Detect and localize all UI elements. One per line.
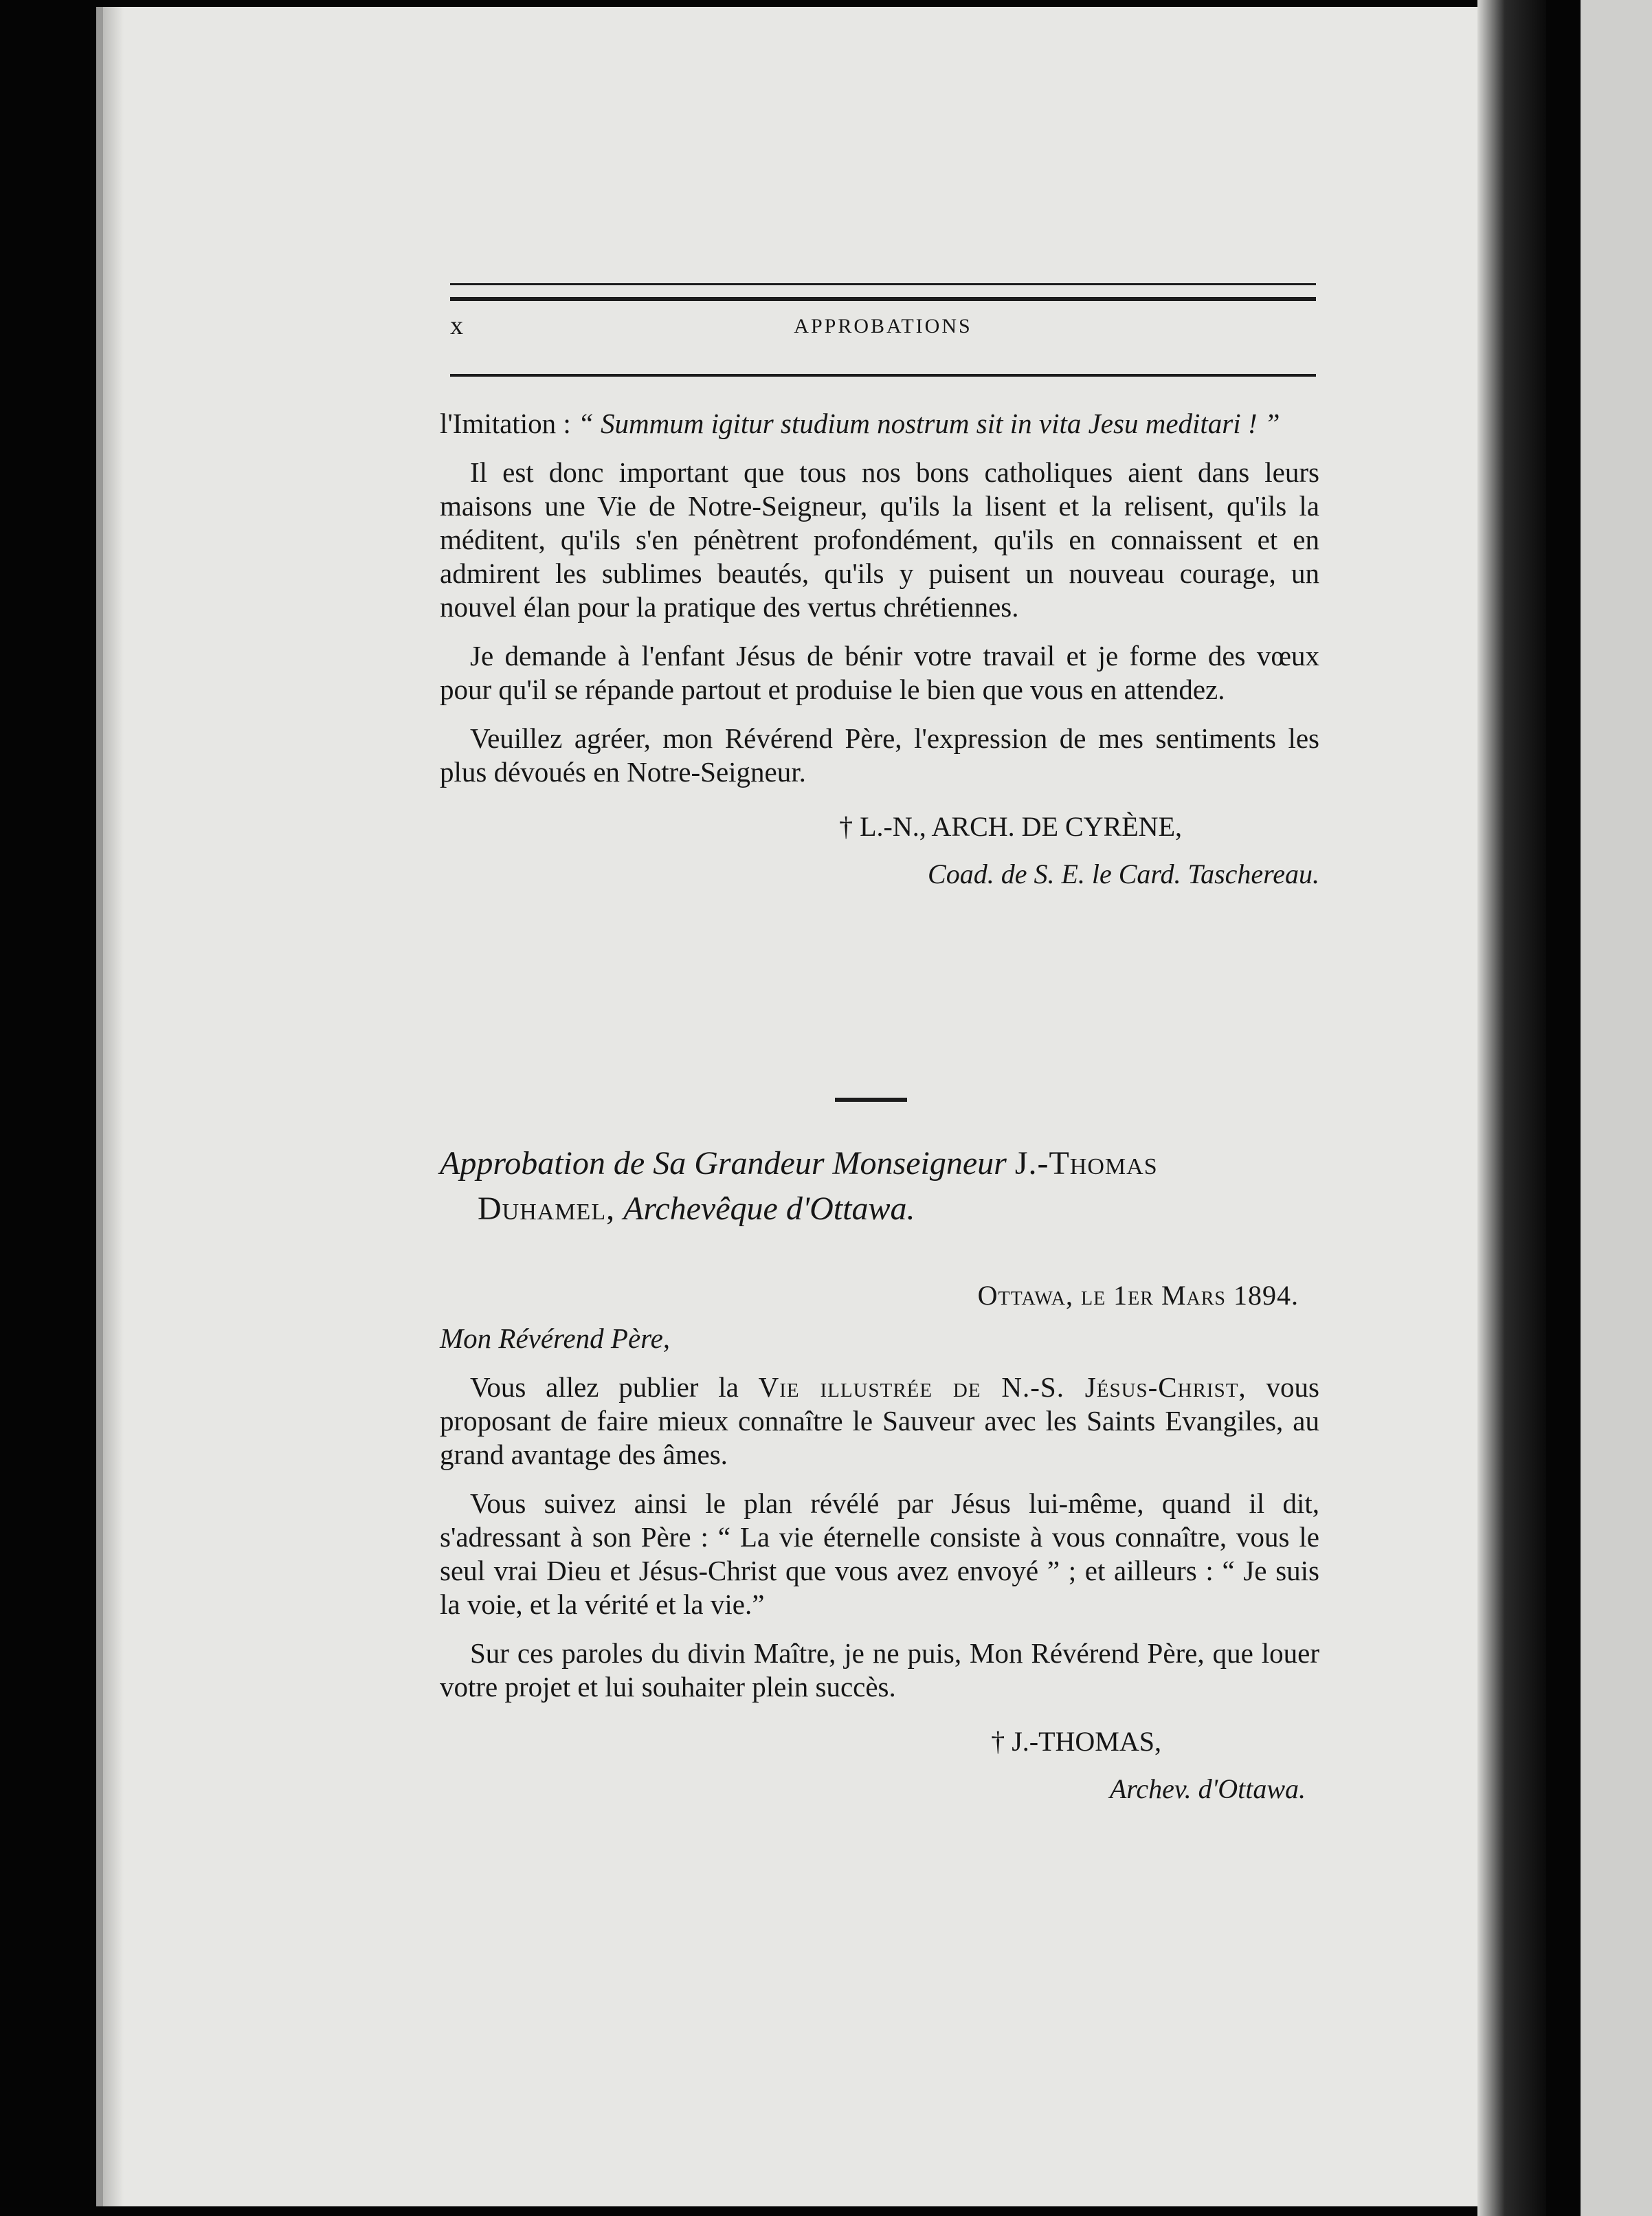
dateline: Ottawa, le 1er Mars 1894. bbox=[977, 1280, 1299, 1311]
heading-line-two bbox=[440, 1186, 1319, 1232]
book-spine bbox=[96, 7, 103, 2206]
running-head bbox=[450, 311, 1316, 352]
letter-one-paragraph-2: Il est donc important que tous nos bons catholiques aient dans leurs maisons une Vie de Notre-Seigneur, qu'ils la lisent et la relisent, qu'ils la méditent, qu'ils s'en pénètrent profondément, qu'ils en connaissent et en admirent les sublimes beautés, qu'ils y puisent un nouveau courage, un nouvel élan pour la pratique des vertus chrétiennes. bbox=[440, 456, 1319, 623]
letter-two bbox=[440, 1278, 1319, 1806]
letter-one-paragraph-1 bbox=[440, 407, 1319, 441]
letter-one bbox=[440, 407, 1319, 891]
header-rule-bottom bbox=[450, 374, 1316, 377]
heading-name-part: J.-Thomas bbox=[1014, 1145, 1158, 1182]
letter-one-signature-title: Coad. de S. E. le Card. Taschereau. bbox=[928, 858, 1319, 889]
letter-one-signature: † L.-N., ARCH. DE CYRÈNE, bbox=[839, 811, 1182, 842]
letter-one-paragraph-4: Veuillez agréer, mon Révérend Père, l'expression de mes sentiments les plus dévoués en Notre-Seigneur. bbox=[440, 722, 1319, 788]
section-divider bbox=[835, 1098, 907, 1102]
letter-two-signature-title: Archev. d'Ottawa. bbox=[1109, 1773, 1306, 1804]
letter-two-paragraph-3: Sur ces paroles du divin Maître, je ne puis, Mon Révérend Père, que louer votre projet et lui souhaiter plein succès. bbox=[440, 1637, 1319, 1703]
heading-italic-part: Approbation de Sa Grandeur Monseigneur bbox=[440, 1145, 1007, 1182]
header-rule-thick bbox=[450, 297, 1316, 301]
gutter-shadow bbox=[103, 7, 124, 2206]
letter-two-paragraph-2: Vous suivez ainsi le plan révélé par Jésus lui-même, quand il dit, s'adressant à son Père : “ La vie éternelle consiste à vous connaître, vous le seul vrai Dieu et Jésus-Christ que vous avez envoyé ” ; et ailleurs : “ Je suis la voie, et la vérité et la vie.” bbox=[440, 1487, 1319, 1620]
section-two-heading bbox=[440, 1141, 1319, 1232]
running-head-title: APPROBATIONS bbox=[794, 315, 972, 337]
latin-quotation: “ Summum igitur studium nostrum sit in vita Jesu meditari ! ” bbox=[577, 408, 1280, 439]
book-title: Vie illustrée de N.-S. Jésus-Christ, bbox=[758, 1371, 1247, 1403]
header-rule-thin bbox=[450, 283, 1316, 285]
letter-two-text: vous proposant de faire mieux connaître le Sauveur avec les Saints Evangiles, au grand avantage des âmes. bbox=[440, 1371, 1319, 1470]
letter-two-signature: † J.-THOMAS, bbox=[991, 1726, 1161, 1757]
salutation: Mon Révérend Père, bbox=[440, 1322, 671, 1354]
letter-one-text: l'Imitation : bbox=[440, 408, 578, 439]
page-number: x bbox=[450, 311, 463, 340]
next-page-edge bbox=[1581, 0, 1652, 2216]
letter-one-paragraph-3: Je demande à l'enfant Jésus de bénir votre travail et je forme des vœux pour qu'il se répande partout et produise le bien que vous en attendez. bbox=[440, 640, 1319, 705]
letter-two-paragraph-1 bbox=[440, 1371, 1319, 1472]
heading-title: Archevêque d'Ottawa. bbox=[623, 1190, 915, 1227]
letter-two-text: Vous allez publier la bbox=[470, 1371, 759, 1403]
page-edge-shadow bbox=[1477, 0, 1546, 2216]
heading-surname: Duhamel, bbox=[478, 1190, 616, 1227]
